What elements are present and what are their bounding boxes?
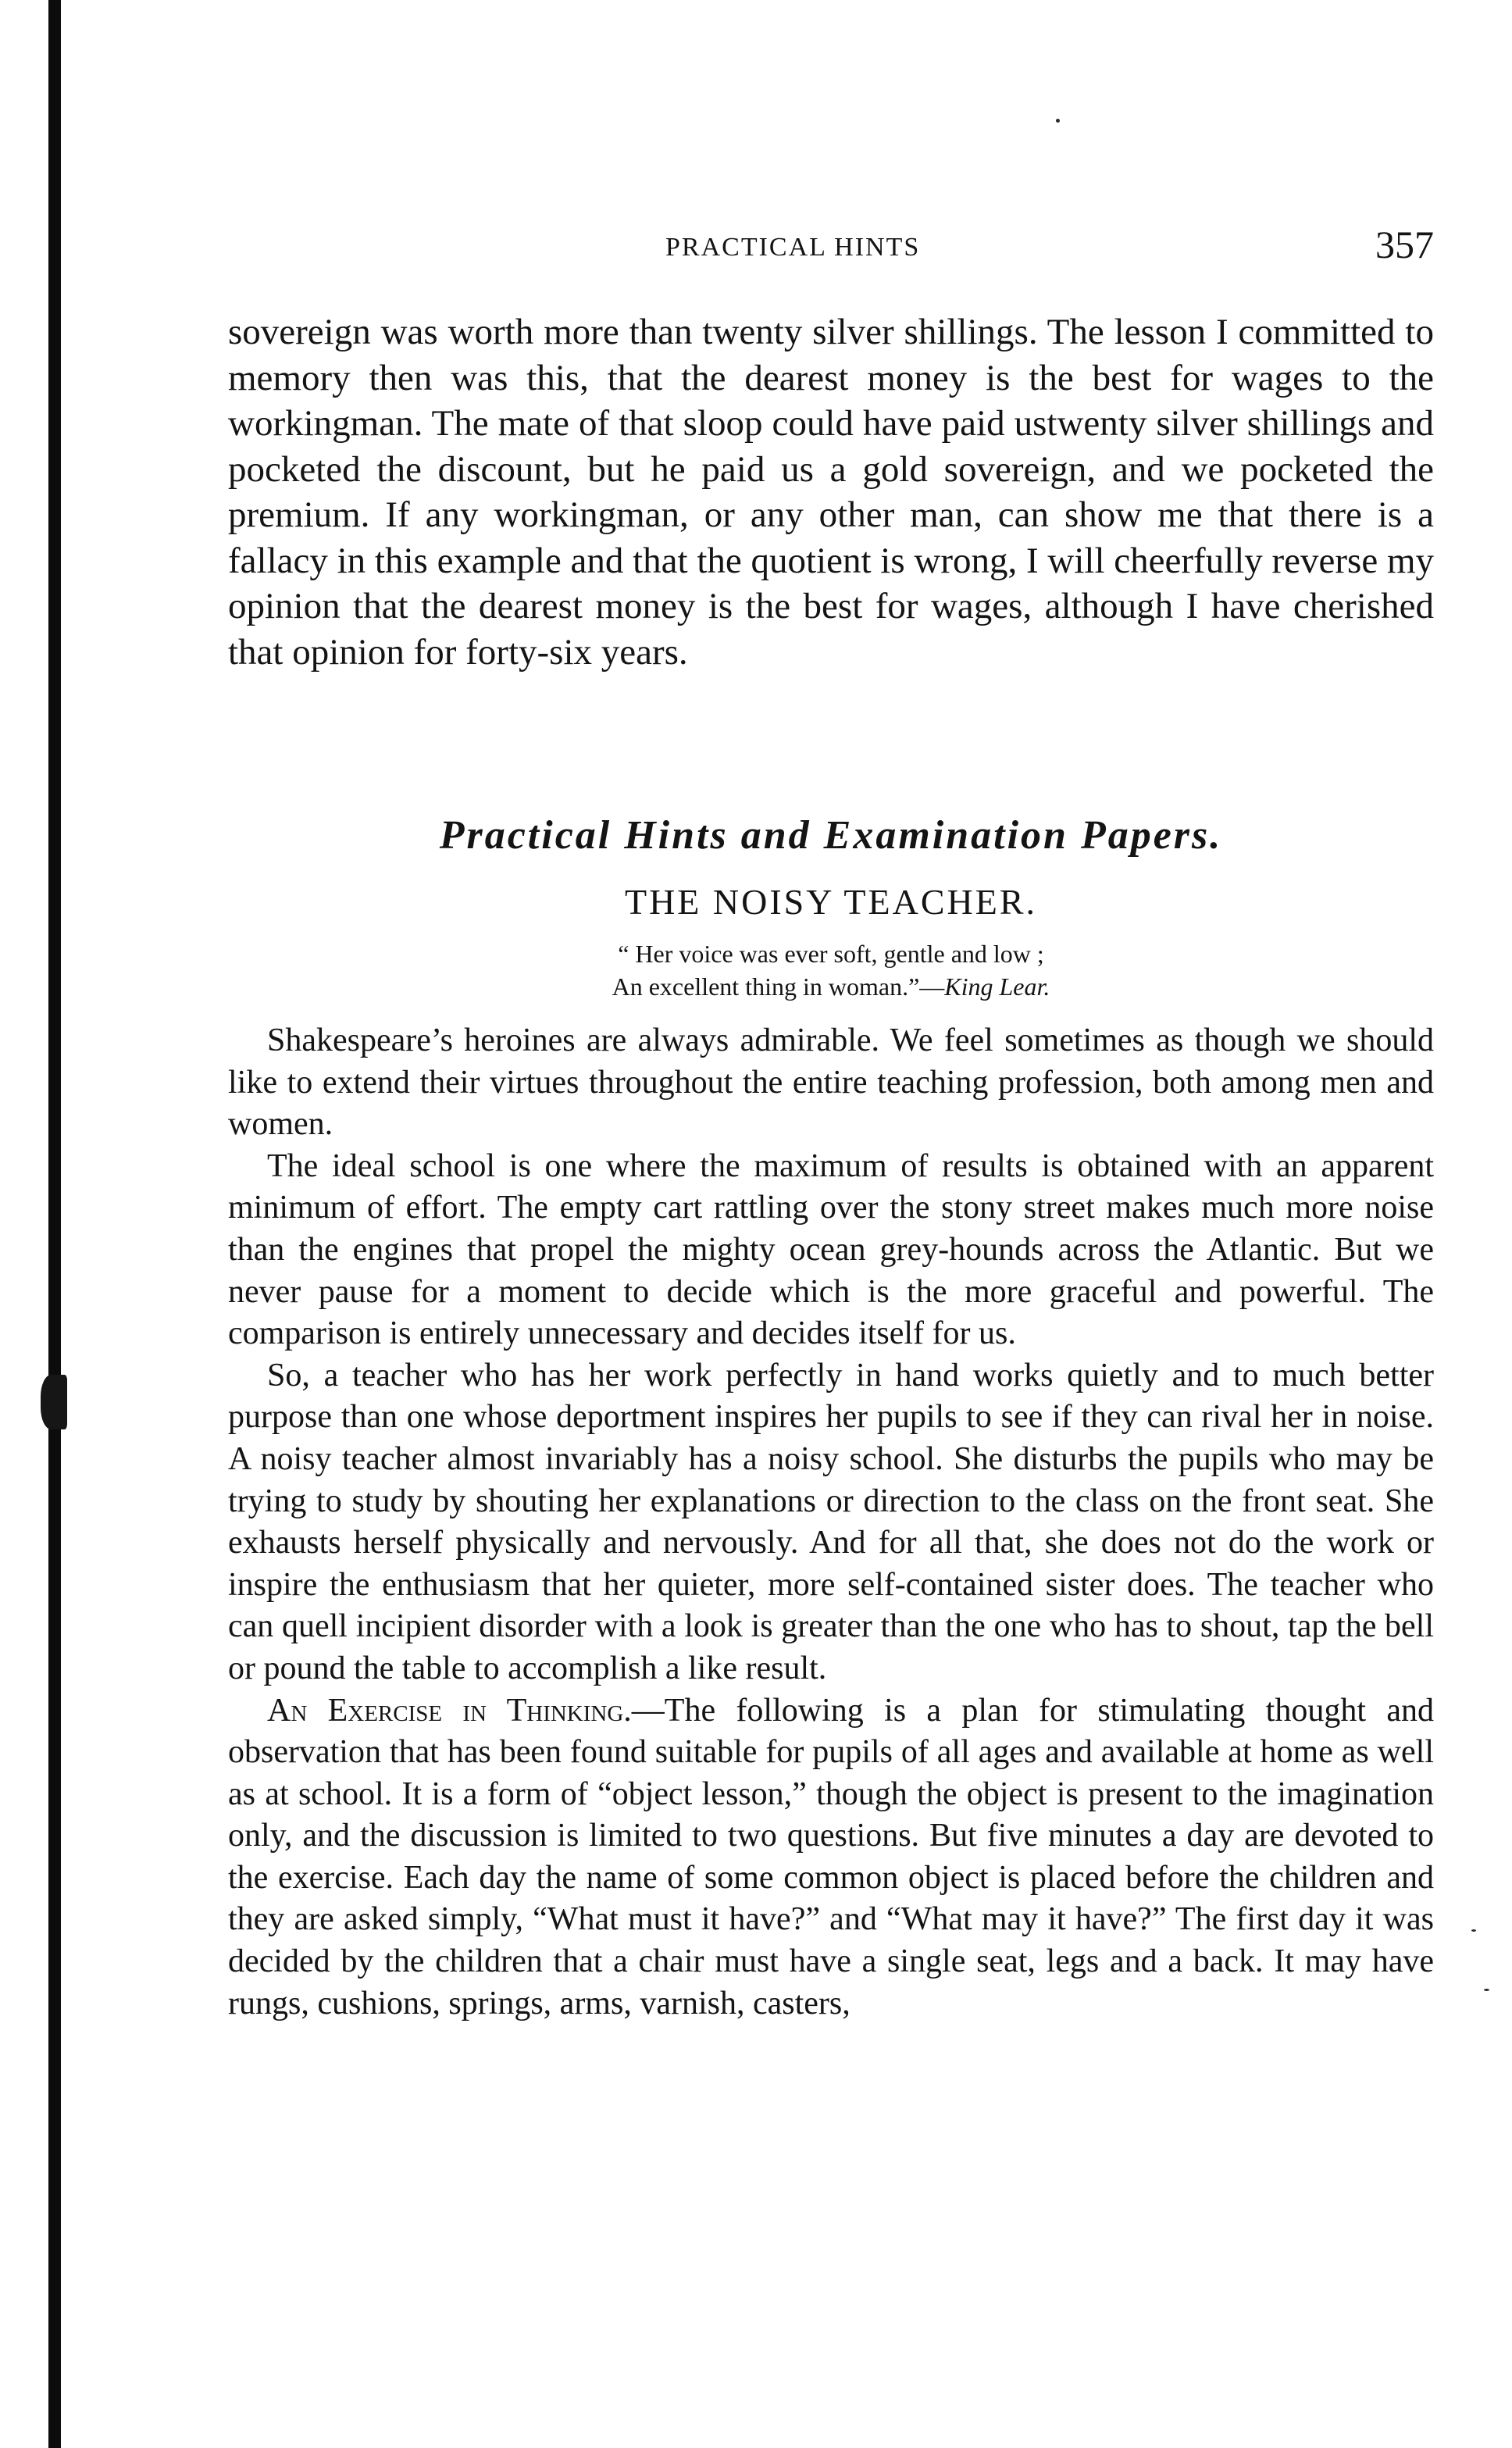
page-binding-edge — [48, 0, 61, 2448]
epigraph-line-1: “ Her voice was ever soft, gentle and low ; — [618, 940, 1044, 968]
running-head — [228, 216, 1434, 270]
epigraph — [228, 937, 1434, 1003]
body-paragraph: So, a teacher who has her work perfectly in hand works quietly and to much better purpose than one whose deportment inspires her pupils to see if they can rival her in noise. A noisy teacher almost invariably has a noisy school. She disturbs the pupils who may be trying to study by shouting her explanations or direction to the class on the front seat. She exhausts herself physically and nervously. And for all that, she does not do the work or inspire the enthusiasm that her quieter, more self-contained sister does. The teacher who can quell incipient disorder with a look is greater than the one who has to shout, tap the bell or pound the table to accomplish a like result. — [228, 1357, 1434, 1686]
print-speck — [1056, 119, 1060, 123]
exercise-lead: An Exercise in Thinking. — [267, 1692, 632, 1729]
section-heading: Practical Hints and Examination Papers. — [439, 813, 1223, 858]
epigraph-line-2 — [228, 970, 1434, 1003]
print-speck — [1471, 1929, 1476, 1932]
binding-tear-mark — [41, 1375, 67, 1429]
exercise-paragraph — [228, 1690, 1434, 2025]
article-title: THE NOISY TEACHER. — [624, 882, 1038, 922]
epigraph-line-2-text: An excellent thing in woman.”— — [612, 972, 945, 1001]
epigraph-attribution: King Lear. — [944, 972, 1050, 1001]
running-title: PRACTICAL HINTS — [665, 233, 921, 262]
body-paragraph: Shakespeare’s heroines are always admirable. We feel sometimes as though we should like to extend their virtues throughout the entire teaching profession, both among men and women. — [228, 1022, 1434, 1143]
body-paragraph: The ideal school is one where the maximum of results is obtained with an apparent minimum of effort. The empty cart rattling over the stony street makes much more noise than the engines that propel the mighty ocean grey-hounds across the Atlantic. But we never pause for a moment to decide which is the more graceful and powerful. The comparison is entirely unnecessary and decides itself for us. — [228, 1147, 1434, 1352]
article-body — [228, 1020, 1434, 2025]
continuation-paragraph: sovereign was worth more than twenty silver shillings. The lesson I committed to memory then was this, that the dearest money is the best for wages to the workingman. The mate of that sloop could have paid ustwenty silver shillings and pocketed the discount, but he paid us a gold sovereign, and we pocketed the premium. If any workingman, or any other man, can show me that there is a fallacy in this example and that the quotient is wrong, I will cheerfully reverse my opinion that the dearest money is the best for wages, although I have cherished that opinion for forty-six years. — [228, 312, 1435, 673]
exercise-text: —The following is a plan for stimulating thought and observation that has been found suitable for pupils of all ages and available at home as well as at school. It is a form of “object lesson,” though the object is present to the imagination only, and the discussion is limited to two questions. But five minutes a day are devoted to the exercise. Each day the name of some common object is placed before the children and they are asked simply, “What must it have?” and “What may it have?” The first day it was decided by the children that a chair must have a single seat, legs and a back. It may have rungs, cushions, springs, arms, varnish, casters, — [228, 1692, 1434, 2022]
page-number: 357 — [1375, 223, 1434, 266]
print-speck — [1484, 1989, 1489, 1991]
